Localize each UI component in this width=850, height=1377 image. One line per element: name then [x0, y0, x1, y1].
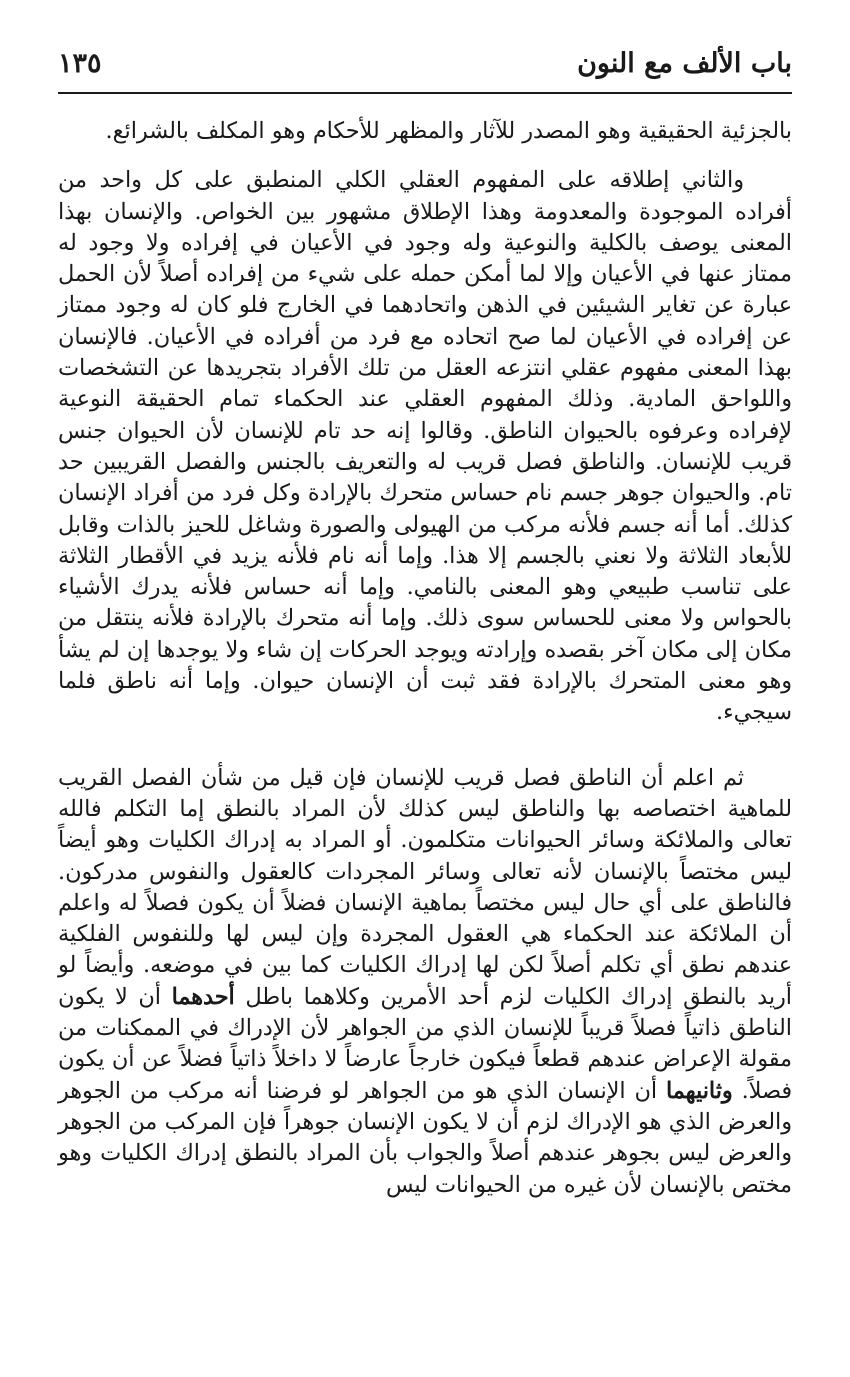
paragraph-gap — [58, 147, 792, 165]
keyword-second: وثانيهما — [666, 1077, 733, 1104]
paragraph-3 — [58, 763, 792, 1201]
body-text — [58, 116, 792, 1201]
page-header — [58, 40, 792, 88]
paragraph-2: والثاني إطلاقه على المفهوم العقلي الكلي المنطبق على كل واحد من أفراده الموجودة والمعدومة وهذا الإطلاق مشهور بين الخواص. والإنسان بهذا المعنى يوصف بالكلية والنوعية وله وجود في الأعيان في إفراده ولا وجود له ممتاز عنها في الأعيان وإلا لما أمكن حمله على شيء من إفراده أصلاً لأن الحمل عبارة عن تغاير الشيئين في الذهن واتحادهما في الخارج فلو كان له وجود ممتاز عن إفراده في الأعيان لما صح اتحاده مع فرد من أفراده في الأعيان. فالإنسان بهذا المعنى مفهوم عقلي انتزعه العقل من تلك الأفراد بتجريدها عن التشخصات واللواحق المادية. وذلك المفهوم العقلي عند الحكماء تمام الحقيقة النوعية لإفراده وعرفوه بالحيوان الناطق. وقالوا إنه حد تام للإنسان لأن الحيوان جنس قريب للإنسان. والناطق فصل قريب له والتعريف بالجنس والفصل القريبين حد تام. والحيوان جوهر جسم نام حساس متحرك بالإرادة وكل فرد من أفراد الإنسان كذلك. أما أنه جسم فلأنه مركب من الهيولى والصورة وشاغل للحيز بالذات وقابل للأبعاد الثلاثة ولا نعني بالجسم إلا هذا. وإما أنه نام فلأنه يزيد في الأقطار الثلاثة على تناسب طبيعي وهو المعنى بالنامي. وإما أنه حساس فلأنه يدرك الأشياء بالحواس ولا معنى للحساس سوى ذلك. وإما أنه متحرك بالإرادة فلأنه ينتقل من مكان إلى مكان آخر بقصده وإرادته ويوجد الحركات إن شاء ولا يوجدها إن لم يشأ وهو معنى المتحرك بالإرادة فقد ثبت أن الإنسان حيوان. وإما أنه ناطق فلما سيجيء. — [58, 167, 792, 726]
page-number: ١٣٥ — [58, 48, 102, 79]
header-rule — [58, 92, 792, 94]
paragraph-3-text: ثم اعلم أن الناطق فصل قريب للإنسان فإن قيل من شأن الفصل القريب للماهية اختصاصه بها والناطق ليس كذلك لأن المراد بالنطق إما التكلم فالله تعالى والملائكة وسائر الحيوانات متكلمون. أو المراد به إدراك الكليات وهو أيضاً ليس مختصاً بالإنسان لأنه تعالى وسائر المجردات كالعقول والنفوس مدركون. فالناطق على أي حال ليس مختصاً بماهية الإنسان فضلاً أن يكون فصلاً له واعلم أن الملائكة عند الحكماء هي العقول المجردة وإن ليس لها وللنفوس الفلكية عندهم نطق أي تكلم أصلاً لكن لها إدراك الكليات كما بين في موضعه. وأيضاً لو أريد بالنطق إدراك الكليات لزم أحد الأمرين وكلاهما باطل — [58, 764, 792, 1010]
chapter-title: باب الألف مع النون — [577, 48, 792, 79]
paragraph-3-cont-2: أن الإنسان الذي هو من الجواهر لو فرضنا أنه مركب من الجوهر والعرض الذي هو الإدراك لزم أن لا يكون الإنسان جوهراً فإن المركب من الجوهر والعرض ليس بجوهر عندهم أصلاً والجواب بأن المراد بالنطق إدراك الكليات وهو مختص بالإنسان لأن غيره من الحيوانات ليس — [58, 1077, 792, 1198]
keyword-first: أحدهما — [171, 983, 235, 1010]
paragraph-gap — [58, 729, 792, 763]
paragraph-1: بالجزئية الحقيقية وهو المصدر للآثار والمظهر للأحكام وهو المكلف بالشرائع. — [105, 118, 792, 144]
paragraph-3-cont-1: أن لا يكون الناطق ذاتياً فصلاً قريباً للإنسان الذي من الجواهر لأن الإدراك في الممكنات من مقولة الإعراض عندهم قطعاً فيكون خارجاً عارضاً لا داخلاً ذاتياً فضلاً عن أن يكون فصلاً. — [58, 983, 792, 1104]
